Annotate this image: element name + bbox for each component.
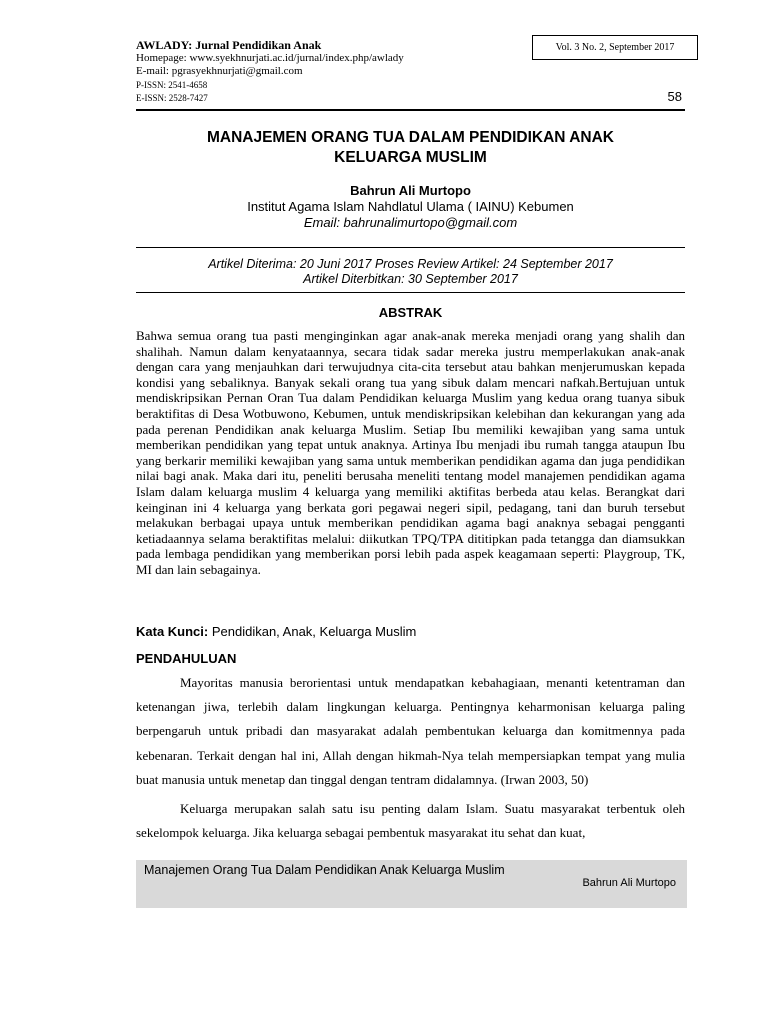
p-issn: P-ISSN: 2541-4658 <box>136 80 208 90</box>
article-title <box>136 128 685 168</box>
introduction-paragraph-1: Mayoritas manusia berorientasi untuk mendapatkan kebahagiaan, menanti ketentraman dan ketenangan jiwa, terlebih dalam lingkungan keluarga. Pentingnya keharmonisan keluarga paling berpengaruh untuk pribadi dan masyarakat adalah pembentukan keluarga dan komitmennya pada kebenaran. Terkait dengan hal ini, Allah dengan hikmah-Nya telah mempersiapkan tempat yang mulia buat manusia untuk menetap dan tinggal dengan tentram didalamnya. (Irwan 2003, 50) <box>136 675 685 787</box>
page-footer <box>136 860 687 908</box>
title-line-2: KELUARGA MUSLIM <box>334 149 487 166</box>
footer-title: Manajemen Orang Tua Dalam Pendidikan Anak Keluarga Muslim <box>144 863 505 877</box>
title-line-1: MANAJEMEN ORANG TUA DALAM PENDIDIKAN ANAK <box>206 129 614 146</box>
introduction-paragraph-2: Keluarga merupakan salah satu isu penting dalam Islam. Suatu masyarakat terbentuk oleh sekelompok keluarga. Jika keluarga sebagai pembentuk masyarakat itu sehat dan kuat, <box>136 801 685 841</box>
keywords-value: Pendidikan, Anak, Keluarga Muslim <box>208 624 417 639</box>
keywords <box>136 624 685 640</box>
author-affiliation: Institut Agama Islam Nahdlatul Ulama ( IAINU) Kebumen <box>247 199 574 214</box>
journal-email: E-mail: pgrasyekhnurjati@gmail.com <box>136 65 303 77</box>
author-email: Email: bahrunalimurtopo@gmail.com <box>303 215 518 230</box>
journal-homepage: Homepage: www.syekhnurjati.ac.id/jurnal/index.php/awlady <box>136 52 404 64</box>
page-number: 58 <box>667 89 682 104</box>
volume-box: Vol. 3 No. 2, September 2017 <box>532 35 698 60</box>
dates-divider-bottom <box>136 292 685 293</box>
dates-divider-top <box>136 247 685 248</box>
article-dates <box>136 257 685 287</box>
abstract-text: Bahwa semua orang tua pasti menginginkan agar anak-anak mereka menjadi orang yang shalih dan shalihah. Namun dalam kenyataannya, secara tidak sadar mereka justru memperlakukan anak-anak dengan cara yang menjauhkan dari terwujudnya cita-cita tersebut atau bahkan menjerumuskan kepada kondisi yang sebaliknya. Banyak sekali orang tua yang sibuk dalam mencari nafkah.Bertujuan untuk mendiskripsikan Pernan Oran Tua dalam Pendidikan keluarga Muslim yang kedua orang tuanya sibuk beraktifitas di Desa Wotbuwono, Kebumen, untuk mendiskripsikan kelebihan dan kekurangan yang ada pada perenan Pendidikan anak keluarga Muslim. Setiap Ibu memiliki kewajiban yang sama untuk memberikan pendidikan yang tepat untuk anaknya. Artinya Ibu menjadi ibu rumah tangga ataupun Ibu yang berkarir memiliki kewajiban yang sama untuk memberikan pendidikan agama dan juga pendidikan nilai bagi anak. Maka dari itu, peneliti berusaha meneliti tentang model manajemen pendidikan agama Islam dalam keluarga muslim 4 keluarga yang memiliki aktifitas berbeda atau kelas. Berangkat dari keinginan ini 4 keluarga yang berkata gori pegawai negeri sipil, pedagang, tani dan buruh tersebut melakukan berbagai upaya untuk memberikan pendidikan agama bagi anaknya sebagai pengganti ketiadaannya selama beraktifitas melalui: diikutkan TPQ/TPA dititipkan pada tetangga dan diamsukkan pada lembaga pendidikan yang memberikan porsi lebih pada aspek keagamaan seperti: Playgroup, TK, MI dan lain sebagainya. <box>136 328 685 577</box>
author-name: Bahrun Ali Murtopo <box>350 183 471 198</box>
introduction-body <box>136 671 685 845</box>
e-issn: E-ISSN: 2528-7427 <box>136 93 208 103</box>
dates-line-1: Artikel Diterima: 20 Juni 2017 Proses Review Artikel: 24 September 2017 <box>208 257 613 271</box>
introduction-heading: PENDAHULUAN <box>136 651 237 666</box>
keywords-label: Kata Kunci: <box>136 624 209 639</box>
footer-author: Bahrun Ali Murtopo <box>582 877 676 889</box>
header-divider <box>136 109 685 111</box>
abstract-heading: ABSTRAK <box>378 305 443 320</box>
journal-masthead <box>136 38 536 104</box>
abstract-body <box>136 328 685 578</box>
dates-line-2: Artikel Diterbitkan: 30 September 2017 <box>303 272 518 286</box>
journal-name: AWLADY: Jurnal Pendidikan Anak <box>136 38 322 52</box>
